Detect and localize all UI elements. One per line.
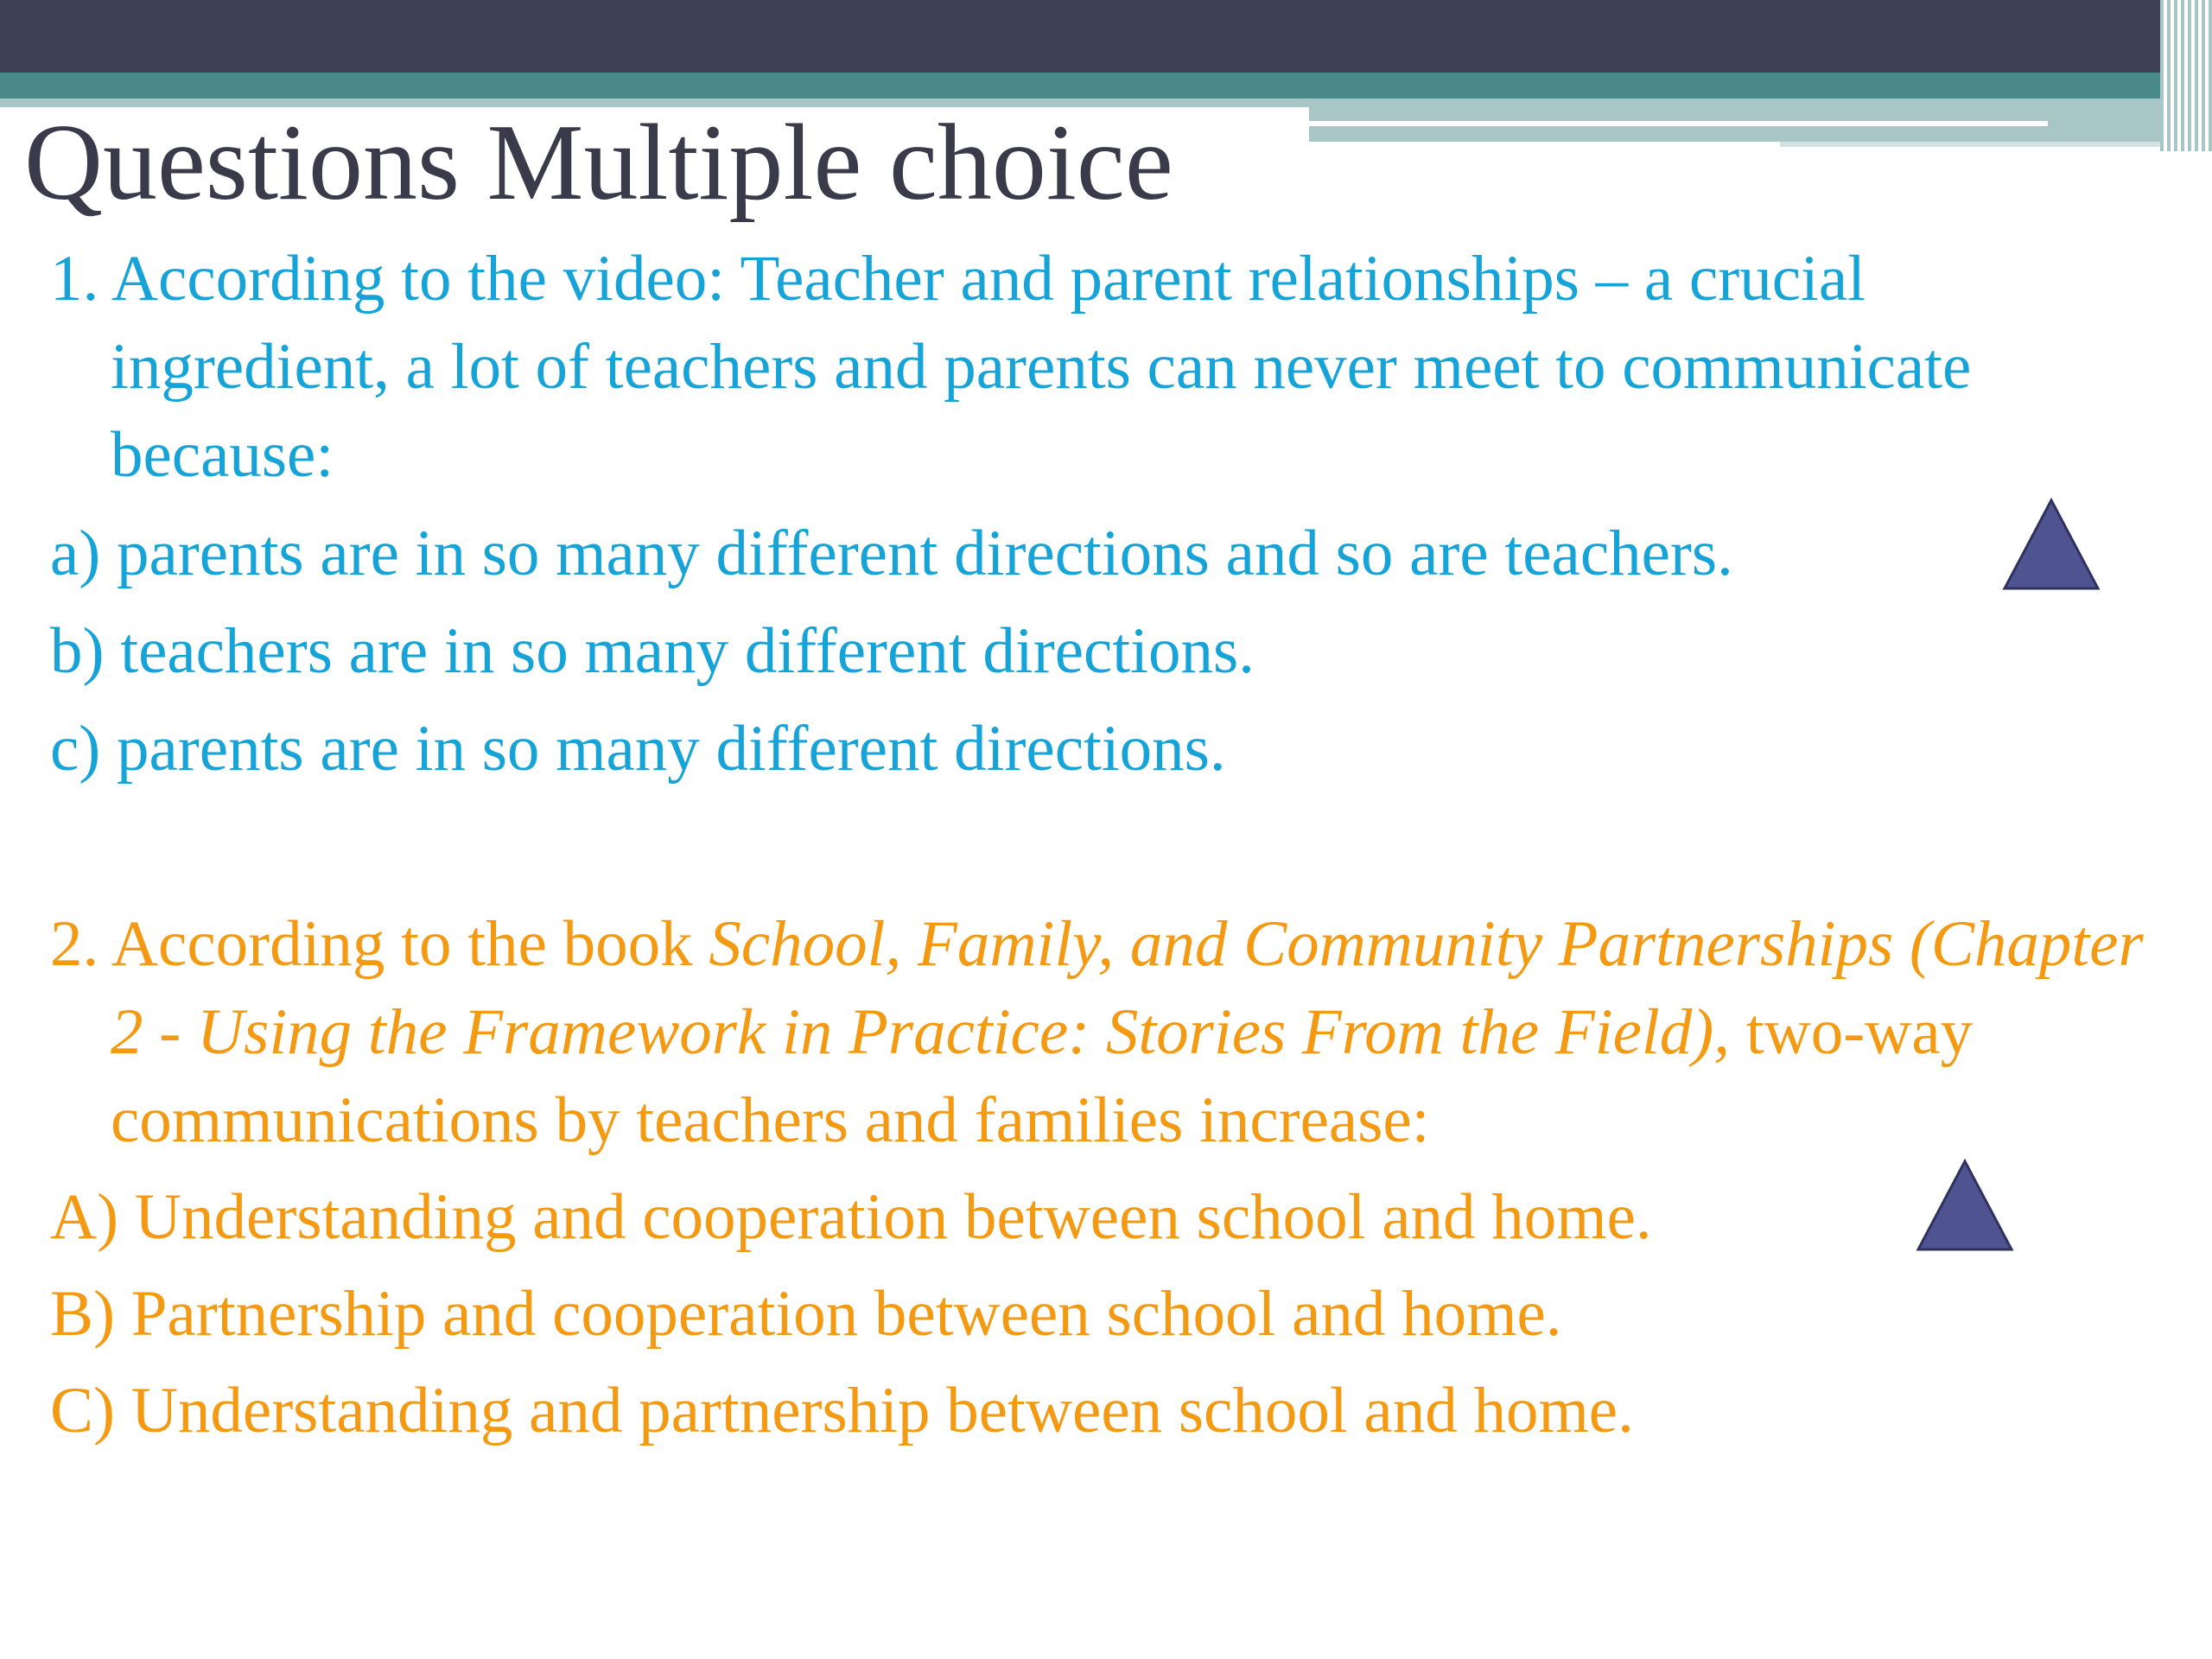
question-1-stem: 1. According to the video: Teacher and parent relationships – a crucial ingredient, a lot of teachers and parents can never meet to communicate because: (50, 243, 1972, 491)
question-2-stem-rest: two-way communications by teachers and families increase: (111, 996, 1974, 1156)
question-1 (50, 235, 2158, 793)
question-2-option-a: A) Understanding and cooperation between school and home. (50, 1181, 1652, 1253)
header-edge-lines (2160, 0, 2212, 151)
header-band-light-right (1309, 99, 2212, 142)
header-stripe-lower (1780, 142, 2212, 147)
question-2 (50, 900, 2158, 1455)
slide-title: Questions Multiple choice (24, 103, 1173, 223)
question-1-option-a: a) parents are in so many different directions and so are teachers. (50, 518, 1733, 589)
question-2-stem (50, 900, 2158, 1165)
question-2-option-b: B) Partnership and cooperation between school and home. (50, 1278, 1562, 1350)
header-band-teal (0, 73, 2212, 99)
header-band-dark (0, 0, 2212, 73)
question-1-option-b: b) teachers are in so many different directions. (50, 615, 1255, 687)
question-2-book-title: School, Family, and Community Partnerships (Chapter 2 - Using the Framework in Practice: Stories From the Field), (111, 908, 2144, 1068)
triangle-marker-icon (1915, 1158, 2015, 1253)
triangle-marker-icon (2001, 497, 2101, 592)
header-stripe (1309, 121, 2048, 126)
question-1-option-c: c) parents are in so many different directions. (50, 713, 1226, 785)
question-2-option-c: C) Understanding and partnership between school and home. (50, 1375, 1634, 1446)
question-2-stem-intro: 2. According to the book (50, 908, 709, 980)
